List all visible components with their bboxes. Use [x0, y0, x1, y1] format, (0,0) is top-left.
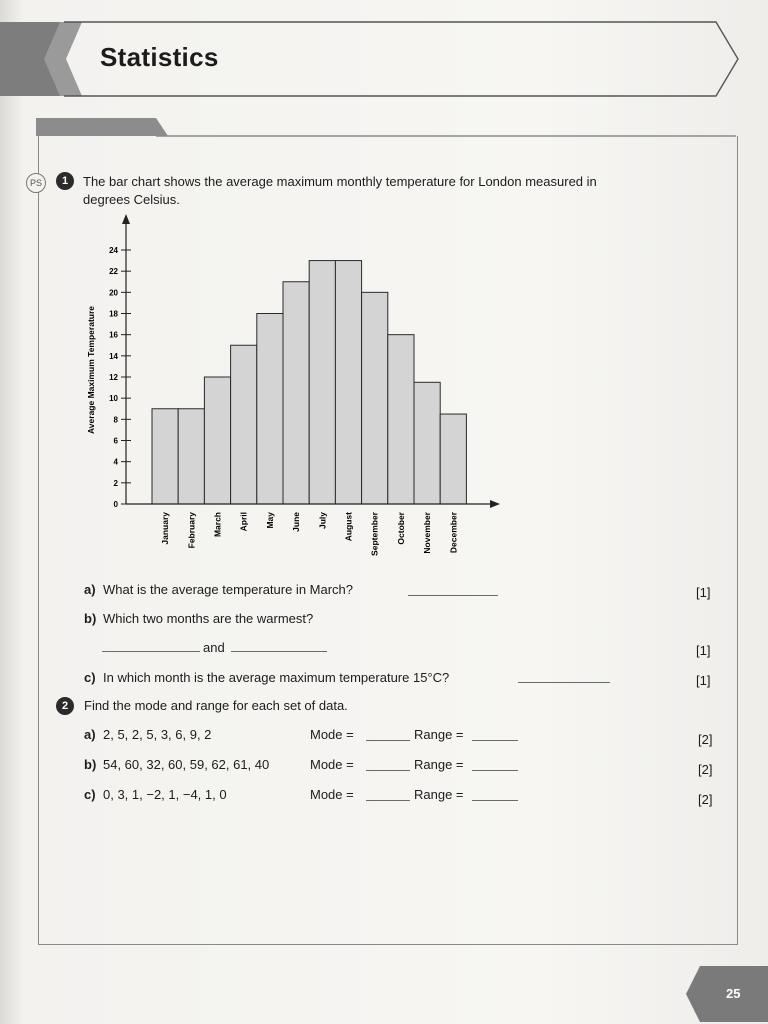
q1c-answer-field[interactable] — [518, 670, 610, 683]
bar-november — [414, 382, 440, 504]
bar-march — [204, 377, 230, 504]
q2b-label: b) — [84, 757, 97, 772]
y-tick-label-18: 18 — [109, 309, 118, 319]
q2-text: Find the mode and range for each set of data. — [84, 698, 348, 713]
x-tick-label-november: November — [422, 512, 433, 554]
q1b-label: b) — [84, 611, 97, 626]
y-tick-label-6: 6 — [113, 436, 118, 446]
q2b-mode-field[interactable] — [366, 758, 410, 771]
q2c-label: c) — [84, 787, 96, 802]
q2c-range-label: Range = — [414, 787, 464, 802]
q2b-data: 54, 60, 32, 60, 59, 62, 61, 40 — [103, 757, 270, 772]
question-number-1: 1 — [56, 172, 74, 190]
q2a-label: a) — [84, 727, 96, 742]
q1b-text: Which two months are the warmest? — [103, 611, 314, 626]
q2a-range-label: Range = — [414, 727, 464, 742]
x-tick-label-october: October — [395, 512, 406, 545]
q2a-range-field[interactable] — [472, 728, 518, 741]
bar-october — [388, 335, 414, 504]
q1a-text: What is the average temperature in March? — [103, 582, 354, 597]
q2a-mode-label: Mode = — [310, 727, 354, 742]
q1c-text: In which month is the average maximum temperature 15°C? — [103, 670, 450, 685]
x-tick-label-july: July — [317, 512, 328, 530]
x-tick-label-may: May — [264, 512, 275, 529]
x-tick-label-august: August — [343, 512, 354, 542]
q2b-range-field[interactable] — [472, 758, 518, 771]
q2c-mode-label: Mode = — [310, 787, 354, 802]
x-tick-label-june: June — [291, 512, 302, 532]
chart-plot-area — [109, 214, 500, 556]
y-tick-label-12: 12 — [109, 373, 118, 382]
q2b-range-label: Range = — [414, 757, 464, 772]
x-tick-label-february: February — [186, 512, 197, 549]
q2c-range-field[interactable] — [472, 788, 518, 801]
page-title: Statistics — [100, 42, 219, 72]
q1a-label: a) — [84, 582, 96, 597]
question-number-2: 2 — [56, 697, 74, 715]
y-tick-label-2: 2 — [113, 478, 118, 488]
q2b-marks: [2] — [698, 762, 713, 777]
y-tick-label-10: 10 — [109, 394, 118, 404]
bar-january — [152, 409, 178, 504]
y-tick-label-22: 22 — [109, 267, 118, 277]
q1c-marks: [1] — [696, 673, 711, 688]
q2a-marks: [2] — [698, 732, 713, 747]
y-tick-label-20: 20 — [109, 288, 118, 298]
q2b-mode-label: Mode = — [310, 757, 354, 772]
problem-solving-icon: PS — [26, 173, 46, 193]
temperature-bar-chart — [82, 212, 512, 572]
q1b-marks: [1] — [696, 643, 711, 658]
q1b-and: and — [203, 640, 225, 655]
q1b-answer-field-2[interactable] — [231, 639, 327, 652]
x-tick-label-september: September — [369, 512, 380, 556]
bar-july — [309, 261, 335, 504]
y-tick-label-0: 0 — [113, 500, 118, 509]
bar-december — [440, 414, 466, 504]
x-tick-label-april: April — [238, 512, 249, 532]
y-axis-arrow — [122, 214, 130, 224]
x-tick-label-march: March — [212, 512, 223, 538]
bar-september — [362, 292, 388, 504]
q1a-answer-field[interactable] — [408, 583, 498, 596]
bar-may — [257, 314, 283, 505]
q2c-data: 0, 3, 1, −2, 1, −4, 1, 0 — [103, 787, 227, 802]
bar-june — [283, 282, 309, 504]
q2a-mode-field[interactable] — [366, 728, 410, 741]
x-tick-label-january: January — [160, 512, 171, 545]
y-axis-label: Average Maximum Temperature — [86, 305, 96, 435]
x-tick-label-december: December — [448, 512, 459, 554]
page-number: 25 — [726, 986, 741, 1001]
bar-april — [231, 345, 257, 504]
y-tick-label-16: 16 — [109, 330, 118, 340]
q1-text-line2: degrees Celsius. — [83, 192, 180, 207]
bar-february — [178, 409, 204, 504]
x-axis-arrow — [490, 500, 500, 508]
q1a-marks: [1] — [696, 585, 711, 600]
bar-august — [335, 261, 361, 504]
y-tick-label-4: 4 — [113, 457, 118, 467]
q2a-data: 2, 5, 2, 5, 3, 6, 9, 2 — [103, 727, 212, 742]
q2c-marks: [2] — [698, 792, 713, 807]
y-tick-label-24: 24 — [109, 246, 118, 255]
y-tick-label-8: 8 — [113, 415, 118, 425]
q1b-answer-field-1[interactable] — [102, 639, 200, 652]
q1c-label: c) — [84, 670, 96, 685]
q1-text-line1: The bar chart shows the average maximum monthly temperature for London measured in — [83, 174, 597, 189]
y-tick-label-14: 14 — [109, 351, 118, 361]
q2c-mode-field[interactable] — [366, 788, 410, 801]
